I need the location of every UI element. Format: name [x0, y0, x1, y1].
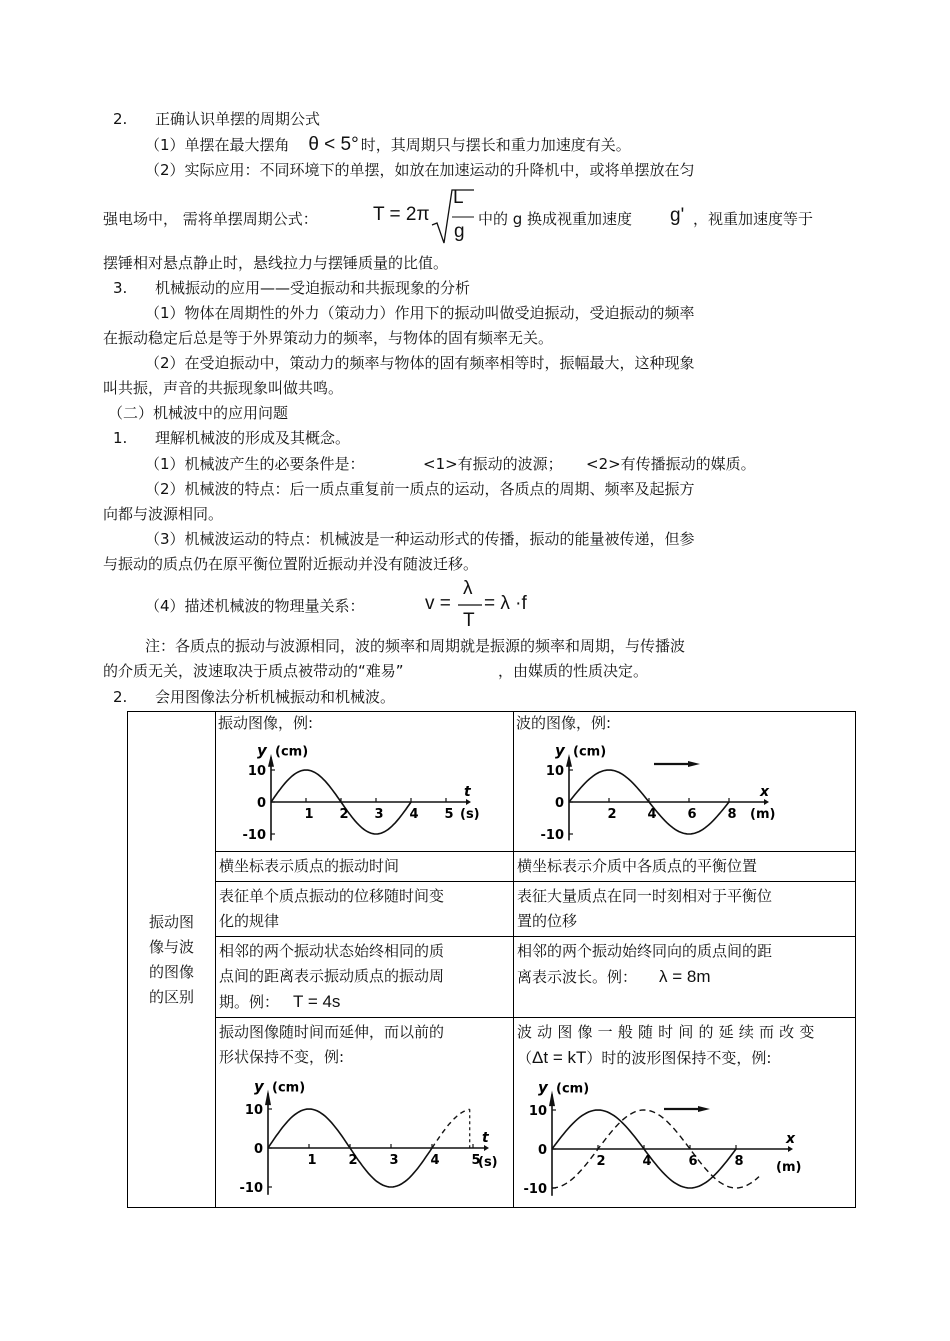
x-tick-label: 6: [687, 807, 697, 822]
y-tick-label: -10: [242, 828, 266, 843]
y-axis-arrow: [265, 1090, 271, 1106]
text: 离表示波长。例：: [517, 968, 638, 986]
table-cell: 横坐标表示介质中各质点的平衡位置: [514, 852, 856, 882]
paragraph-line: （2）在受迫振动中，策动力的频率与物体的固有频率相等时，振幅最大，这种现象: [145, 354, 695, 372]
y-axis-unit: (cm): [272, 1080, 306, 1096]
x-tick-label: 8: [727, 807, 737, 822]
table-cell: [216, 1018, 514, 1208]
paragraph-line: <2>有传播振动的媒质。: [586, 455, 756, 473]
item-number: 1.: [113, 429, 128, 447]
formula-g: g: [454, 221, 465, 242]
x-axis-unit: (s): [478, 1155, 498, 1170]
x-tick-label: 4: [647, 807, 657, 822]
paragraph-line: 与振动的质点仍在原平衡位置附近振动并没有随波迁移。: [103, 555, 479, 573]
x-tick-label: 3: [389, 1153, 399, 1168]
paragraph-line: 叫共振，声音的共振现象叫做共鸣。: [103, 379, 344, 397]
table-cell: [514, 882, 856, 937]
paragraph-line: （1）物体在周期性的外力（策动力）作用下的振动叫做受迫振动，受迫振动的频率: [145, 304, 695, 322]
y-axis-unit: (cm): [275, 744, 309, 760]
section-heading: （二）机械波中的应用问题: [108, 404, 289, 422]
x-tick-label: 4: [409, 807, 419, 822]
comparison-table: [127, 711, 856, 1208]
y-tick-label: -10: [540, 828, 564, 843]
x-axis-label: x: [760, 784, 770, 800]
section-heading: 会用图像法分析机械振动和机械波。: [155, 688, 396, 706]
x-axis-unit: (s): [460, 807, 480, 822]
cell-line: [219, 989, 510, 1015]
cell-line: 形状保持不变，例:: [219, 1048, 345, 1066]
formula-v: v =: [425, 593, 451, 614]
propagation-arrow-head: [688, 761, 700, 767]
y-tick-label: 10: [244, 1103, 263, 1118]
formula-period: T = 4s: [293, 992, 341, 1011]
x-tick-label: 2: [339, 807, 349, 822]
cell-line: 波 动 图 像 一 般 随 时 间 的 延 续 而 改 变: [517, 1023, 815, 1041]
cell-line: 振动图像随时间而延伸，而以前的: [219, 1023, 445, 1041]
cell-line: 相邻的两个振动始终同向的质点间的距: [517, 942, 773, 960]
paragraph-line: 在振动稳定后总是等于外界策动力的频率，与物体的固有频率无关。: [103, 329, 554, 347]
formula-T: T: [463, 610, 475, 631]
y-axis-label: y: [555, 741, 565, 760]
x-axis-label: t: [464, 784, 471, 800]
paragraph-line: [145, 135, 631, 155]
propagation-arrow-head: [698, 1106, 710, 1112]
text: （1）单摆在最大摆角: [145, 136, 290, 154]
section-heading: 理解机械波的形成及其概念。: [155, 429, 351, 447]
note-line: 注：各质点的振动与波源相同，波的频率和周期就是振源的频率和周期，与传播波: [145, 637, 686, 655]
item-number: 3.: [113, 279, 128, 297]
x-tick-label: 2: [596, 1154, 606, 1169]
item-number: 2.: [113, 688, 128, 706]
y-tick-label: -10: [239, 1181, 263, 1196]
x-tick-label: 5: [471, 1153, 481, 1168]
y-tick-label: 10: [528, 1104, 547, 1119]
cell-title: 波的图像，例:: [516, 714, 612, 732]
table-cell: [216, 937, 514, 1018]
y-tick-label: 0: [253, 1142, 263, 1157]
cell-line: 化的规律: [219, 912, 280, 930]
paragraph-line: 中的 g 换成视重加速度: [478, 210, 633, 228]
side-label-line: 像与波: [148, 937, 194, 956]
wave-chart: [514, 734, 844, 848]
paragraph-line: 强电场中， 需将单摆周期公式：: [103, 210, 318, 228]
cell-line: [517, 964, 852, 990]
text: 期。例：: [219, 993, 280, 1011]
paragraph-line: ，视重加速度等于: [693, 210, 814, 228]
x-tick-label: 2: [348, 1153, 358, 1168]
text: ）时的波形图保持不变，例:: [586, 1049, 772, 1067]
vibration-chart: [216, 734, 506, 848]
y-axis-unit: (cm): [556, 1081, 590, 1097]
x-axis-label: t: [482, 1130, 489, 1146]
x-tick-label: 5: [444, 807, 454, 822]
cell-line: [514, 1045, 855, 1071]
vibration-extended-chart: [216, 1070, 506, 1198]
x-tick-label: 1: [307, 1153, 317, 1168]
wave-example-cell: [514, 712, 856, 852]
x-axis-unit: (m): [776, 1160, 802, 1175]
x-axis-label: x: [786, 1131, 796, 1147]
y-axis-arrow: [268, 754, 274, 767]
x-axis-unit: (m): [750, 807, 776, 822]
formula-g-prime: g': [670, 205, 685, 226]
paragraph-line: （1）机械波产生的必要条件是：: [145, 455, 365, 473]
y-axis-unit: (cm): [573, 744, 607, 760]
formula-wavelength: λ = 8m: [659, 967, 711, 986]
x-tick-label: 4: [642, 1154, 652, 1169]
y-axis-label: y: [257, 741, 267, 760]
formula-lambda: λ: [463, 578, 473, 599]
x-tick-label: 2: [607, 807, 617, 822]
note-line: 的介质无关，波速取决于质点被带动的“难易”: [103, 662, 404, 680]
cell-line: 表征单个质点振动的位移随时间变: [219, 887, 445, 905]
paragraph-line: （4）描述机械波的物理量关系：: [145, 597, 365, 615]
y-tick-label: 0: [256, 796, 266, 811]
x-tick-label: 3: [374, 807, 384, 822]
formula-period-lhs: T = 2π: [373, 204, 430, 225]
x-tick-label: 1: [304, 807, 314, 822]
side-label-line: 的区别: [148, 987, 194, 1006]
x-tick-label: 8: [734, 1154, 744, 1169]
y-axis-label: y: [254, 1077, 264, 1096]
side-label-cell: [128, 712, 216, 1208]
cell-title: 振动图像，例:: [218, 714, 314, 732]
section-heading: 正确认识单摆的周期公式: [155, 110, 321, 128]
note-line: ，由媒质的性质决定。: [498, 662, 649, 680]
formula-L: L: [453, 187, 464, 208]
table-cell: [216, 882, 514, 937]
formula-delta-t: Δt = kT: [532, 1048, 587, 1067]
section-heading: 机械振动的应用——受迫振动和共振现象的分析: [155, 279, 471, 297]
y-tick-label: 10: [247, 764, 266, 779]
paragraph-line: （3）机械波运动的特点：机械波是一种运动形式的传播，振动的能量被传递，但参: [145, 530, 695, 548]
table-cell: [514, 937, 856, 1018]
y-axis-arrow: [549, 1091, 555, 1107]
y-axis-arrow: [566, 754, 572, 767]
table-cell: [514, 1018, 856, 1208]
paragraph-line: （2）实际应用：不同环境下的单摆，如放在加速运动的升降机中，或将单摆放在匀: [145, 161, 695, 179]
cell-line: 置的位移: [517, 912, 578, 930]
formula-v-rhs: = λ ·f: [484, 593, 527, 614]
text: （: [517, 1049, 533, 1067]
y-tick-label: 0: [554, 796, 564, 811]
y-axis-label: y: [538, 1078, 548, 1097]
y-tick-label: -10: [523, 1182, 547, 1197]
item-number: 2.: [113, 110, 128, 128]
paragraph-line: 摆锤相对悬点静止时，悬线拉力与摆锤质量的比值。: [103, 254, 449, 272]
cell-line: 相邻的两个振动状态始终相同的质: [219, 942, 445, 960]
cell-line: 点间的距离表示振动质点的振动周: [219, 967, 445, 985]
wave-shifted-chart: [514, 1071, 814, 1199]
text: 时，其周期只与摆长和重力加速度有关。: [360, 136, 631, 154]
x-tick-label: 6: [688, 1154, 698, 1169]
x-tick-label: 4: [430, 1153, 440, 1168]
table-cell: 横坐标表示质点的振动时间: [216, 852, 514, 882]
side-label-line: 振动图: [148, 912, 194, 931]
vibration-example-cell: [216, 712, 514, 852]
series-line-dashed: [432, 1109, 470, 1148]
side-label-line: 的图像: [148, 962, 194, 981]
fraction-bar: [458, 604, 482, 607]
paragraph-line: （2）机械波的特点：后一质点重复前一质点的运动，各质点的周期、频率及起振方: [145, 480, 695, 498]
cell-line: 表征大量质点在同一时刻相对于平衡位: [517, 887, 773, 905]
formula-theta: θ < 5°: [308, 134, 359, 155]
y-tick-label: 0: [537, 1143, 547, 1158]
paragraph-line: 向都与波源相同。: [103, 505, 224, 523]
y-tick-label: 10: [545, 764, 564, 779]
paragraph-line: <1>有振动的波源；: [423, 455, 563, 473]
